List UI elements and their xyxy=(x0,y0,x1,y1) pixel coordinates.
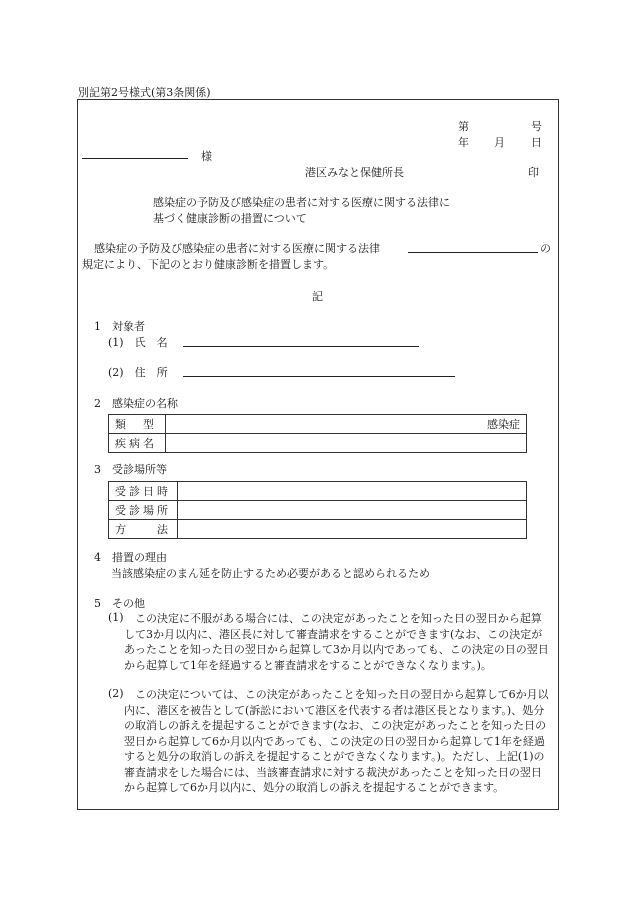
intro-line-1-end: の xyxy=(540,242,551,255)
title-line-2: 基づく健康診断の措置について xyxy=(153,212,307,225)
address-label: (2) 住 所 xyxy=(108,366,168,379)
number-prefix: 第 xyxy=(458,120,469,133)
seal-mark: 印 xyxy=(528,166,539,179)
table-row xyxy=(109,482,527,501)
table-row xyxy=(109,434,527,453)
form-label: 別記第2号様式(第3条関係) xyxy=(78,86,211,99)
law-article-line xyxy=(408,252,538,253)
exam-method-value xyxy=(178,520,527,539)
disease-name-value xyxy=(166,434,527,453)
section2-heading: 2 感染症の名称 xyxy=(94,397,178,410)
exam-datetime-label: 受診日時 xyxy=(109,482,178,501)
addressee-suffix: 様 xyxy=(201,150,212,163)
exam-table xyxy=(108,481,527,539)
issuer-name: 港区みなと保健所長 xyxy=(305,166,404,179)
table-row xyxy=(109,415,527,434)
exam-place-value xyxy=(178,501,527,520)
table-row xyxy=(109,520,527,539)
section4-heading: 4 措置の理由 xyxy=(94,551,167,564)
disease-name-label: 疾病名 xyxy=(109,434,166,453)
number-suffix: 号 xyxy=(531,120,542,133)
section5-heading: 5 その他 xyxy=(94,597,145,610)
year-label: 年 xyxy=(458,136,469,149)
disease-table xyxy=(108,414,527,453)
intro-line-2: 規定により、下記のとおり健康診断を措置します。 xyxy=(82,258,335,271)
item2-number: (2) xyxy=(108,687,124,700)
item2-text: この決定については、この決定があったことを知った日の翌日から起算して6か月以内に、港区を被告として(訴訟において港区を代表する者は港区長となります。)、処分の取消しの訴えを提起することができます(なお、この決定があったことを知った日の翌日から起算して6か月以内であっても、この決定の日の翌日から起算して1年を経過すると処分の取消しの訴えを提起することができなくなります。)。ただし、上記(1)の審査請求をした場合には、当該審査請求に対する裁決があったことを知った日の翌日から起算して6か月以内に、処分の取消しの訴えを提起することができます。 xyxy=(124,688,549,794)
item1-text: この決定に不服がある場合には、この決定があったことを知った日の翌日から起算して3か月以内に、港区長に対して審査請求をすることができます(なお、この決定があったことを知った日の翌日から起算して3か月以内であっても、この決定の日の翌日から起算して1年を経過すると審査請求をすることができなくなります。)。 xyxy=(124,612,549,672)
section1-heading: 1 対象者 xyxy=(94,320,145,333)
day-label: 日 xyxy=(531,136,542,149)
addressee-line xyxy=(82,158,188,159)
item1-number: (1) xyxy=(108,611,124,624)
ki-heading: 記 xyxy=(312,290,323,303)
title-line-1: 感染症の予防及び感染症の患者に対する医療に関する法律に xyxy=(153,196,450,209)
type-value: 感染症 xyxy=(166,415,527,434)
section4-text: 当該感染症のまん延を防止するため必要があると認められるため xyxy=(111,567,430,580)
intro-line-1: 感染症の予防及び感染症の患者に対する医療に関する法律 xyxy=(94,242,380,255)
name-line xyxy=(183,346,419,347)
exam-method-label: 方 法 xyxy=(109,520,178,539)
section3-heading: 3 受診場所等 xyxy=(94,463,167,476)
address-line xyxy=(183,376,455,377)
type-label: 類 型 xyxy=(109,415,166,434)
exam-place-label: 受診場所 xyxy=(109,501,178,520)
month-label: 月 xyxy=(494,136,505,149)
table-row xyxy=(109,501,527,520)
exam-datetime-value xyxy=(178,482,527,501)
name-label: (1) 氏 名 xyxy=(108,336,168,349)
